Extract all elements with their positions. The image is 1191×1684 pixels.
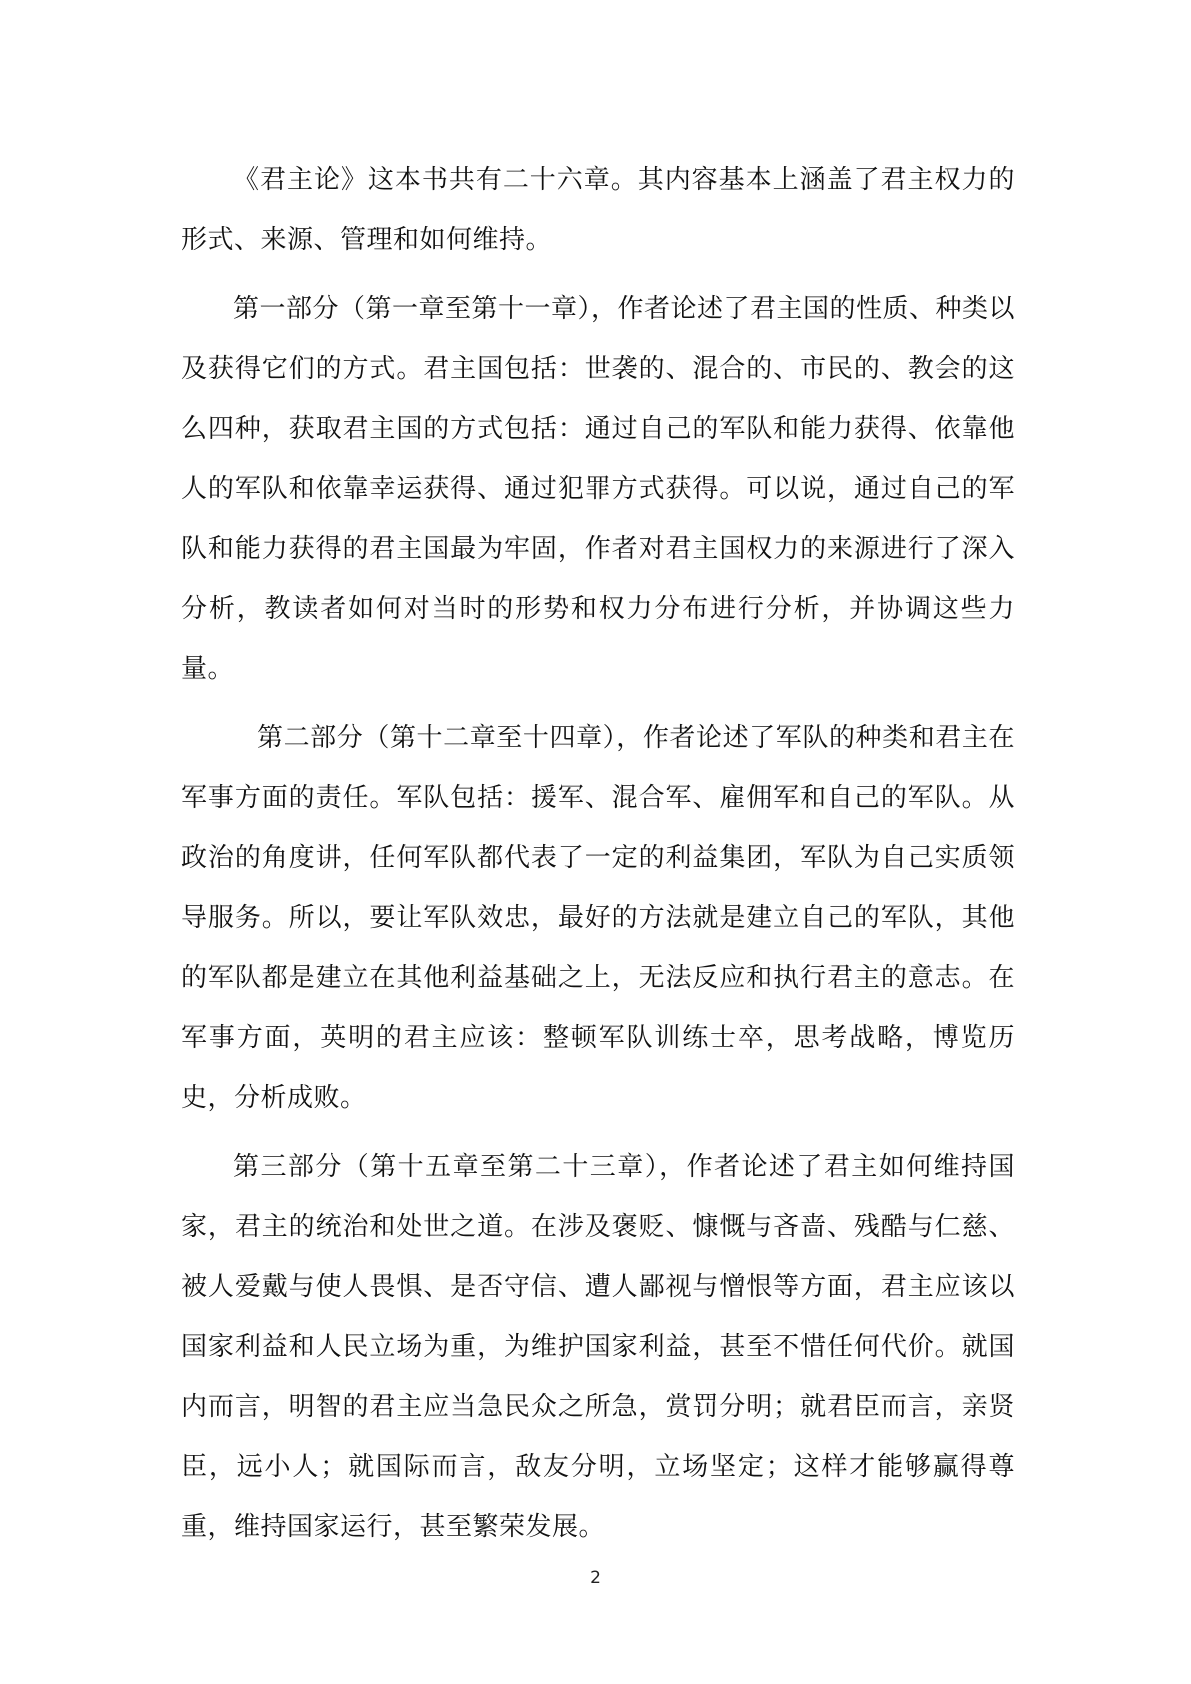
paragraph-part-two: 第二部分（第十二章至十四章），作者论述了军队的种类和君主在军事方面的责任。军队包括：援军、混合军、雇佣军和自己的军队。从政治的角度讲，任何军队都代表了一定的利益集团，军队为自己实质领导服务。所以，要让军队效忠，最好的方法就是建立自己的军队，其他的军队都是建立在其他利益基础之上，无法反应和执行君主的意志。在军事方面，英明的君主应该：整顿军队训练士卒，思考战略，博览历史，分析成败。 <box>181 723 1015 1113</box>
paragraph-part-one: 第一部分（第一章至第十一章），作者论述了君主国的性质、种类以及获得它们的方式。君主国包括：世袭的、混合的、市民的、教会的这么四种，获取君主国的方式包括：通过自己的军队和能力获得、依靠他人的军队和依靠幸运获得、通过犯罪方式获得。可以说，通过自己的军队和能力获得的君主国最为牢固，作者对君主国权力的来源进行了深入分析，教读者如何对当时的形势和权力分布进行分析，并协调这些力量。 <box>181 294 1016 684</box>
body-text <box>181 150 1015 1566</box>
paragraph-part-three: 第三部分（第十五章至第二十三章），作者论述了君主如何维持国家，君主的统治和处世之道。在涉及褒贬、慷慨与吝啬、残酷与仁慈、被人爱戴与使人畏惧、是否守信、遭人鄙视与憎恨等方面，君主应该以国家利益和人民立场为重，为维护国家利益，甚至不惜任何代价。就国内而言，明智的君主应当急民众之所急，赏罚分明；就君臣而言，亲贤臣，远小人；就国际而言，敌友分明，立场坚定；这样才能够赢得尊重，维持国家运行，甚至繁荣发展。 <box>181 1152 1015 1542</box>
page-number: 2 <box>590 1568 601 1588</box>
paragraph-intro: 《君主论》这本书共有二十六章。其内容基本上涵盖了君主权力的形式、来源、管理和如何维持。 <box>181 165 1015 255</box>
